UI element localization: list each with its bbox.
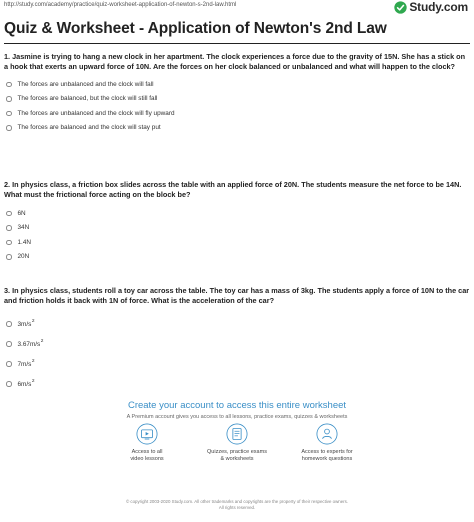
radio-button[interactable] (6, 125, 12, 131)
radio-button[interactable] (6, 111, 12, 117)
feature-label-line: homework questions (301, 455, 353, 462)
superscript: 2 (31, 319, 35, 324)
question-text: 3. In physics class, students roll a toy car across the table. The toy car has a mass of 3kg. The students apply a force of 10N to the car and friction holds it back with 1N of force. What is the acceleration of the car? (4, 286, 470, 305)
cta-heading[interactable]: Create your account to access this entire worksheet (127, 400, 347, 411)
answer-option[interactable] (4, 106, 470, 121)
feature-quizzes (192, 423, 282, 462)
radio-button[interactable] (6, 381, 12, 387)
feature-video-lessons (102, 423, 192, 462)
page-url[interactable]: http://study.com/academy/practice/quiz-worksheet-application-of-newton-s-2nd-law.html (4, 2, 237, 8)
option-label: The forces are balanced, but the clock will still fall (17, 95, 158, 103)
option-label: 6m/s (17, 380, 32, 388)
feature-label (102, 449, 192, 462)
option-label: The forces are balanced and the clock will stay put (17, 124, 161, 132)
copyright-footer (0, 499, 474, 510)
feature-label-line: Access to experts for (301, 449, 353, 455)
option-label: 6N (17, 209, 26, 217)
rights-line: All rights reserved. (218, 504, 256, 510)
study-logo[interactable] (394, 0, 468, 14)
answer-option[interactable] (4, 314, 470, 334)
premium-cta (0, 400, 474, 420)
option-label: 3m/s (17, 320, 32, 328)
feature-label-line: & worksheets (220, 455, 254, 462)
feature-experts (282, 423, 372, 462)
option-label: 3.67m/s (17, 340, 41, 348)
feature-label (192, 449, 282, 462)
feature-label-line: Access to all (131, 449, 163, 455)
answer-option[interactable] (4, 206, 470, 221)
answer-option[interactable] (4, 235, 470, 250)
answer-option[interactable] (4, 121, 470, 136)
radio-button[interactable] (6, 254, 12, 260)
answer-option[interactable] (4, 77, 470, 92)
radio-button[interactable] (6, 240, 12, 246)
radio-button[interactable] (6, 321, 12, 327)
quiz-icon (226, 423, 248, 445)
radio-button[interactable] (6, 225, 12, 231)
option-label: The forces are unbalanced and the clock will fly upward (17, 109, 175, 117)
option-label: 1.4N (17, 238, 31, 246)
answer-options (4, 77, 470, 135)
answer-options (4, 314, 470, 394)
superscript: 2 (31, 359, 35, 364)
radio-button[interactable] (6, 96, 12, 102)
radio-button[interactable] (6, 82, 12, 88)
video-icon (136, 423, 158, 445)
radio-button[interactable] (6, 341, 12, 347)
question-text: 1. Jasmine is trying to hang a new clock in her apartment. The clock experiences a force due to the gravity of 15N. She has a stick on a hook that exerts an upward force of 10N. Are the forces on her clock balanced or unbalanced and what will happen to the clock? (4, 52, 466, 71)
answer-option[interactable] (4, 374, 470, 394)
cta-subtext: A Premium account gives you access to all lessons, practice exams, quizzes & worksheets (126, 414, 348, 420)
option-label: 7m/s (17, 360, 32, 368)
radio-button[interactable] (6, 211, 12, 217)
answer-option[interactable] (4, 92, 470, 107)
superscript: 2 (31, 379, 35, 384)
copyright-line: © copyright 2003-2020 Study.com. All other trademarks and copyrights are the property of their respective owners. (125, 499, 349, 504)
answer-option[interactable] (4, 354, 470, 374)
study-logo-icon (394, 1, 407, 14)
page-title: Quiz & Worksheet - Application of Newton's 2nd Law (4, 20, 387, 37)
feature-label-line: Quizzes, practice exams (207, 449, 267, 455)
option-label: 20N (17, 253, 30, 261)
question-text: 2. In physics class, a friction box slides across the table with an applied force of 20N. The students measure the net force to be 14N. What must the frictional force acting on the block be? (4, 180, 462, 199)
question-1 (4, 52, 470, 135)
answer-options (4, 206, 470, 264)
title-divider (4, 43, 470, 44)
expert-icon (316, 423, 338, 445)
option-label: The forces are unbalanced and the clock will fall (17, 80, 154, 88)
radio-button[interactable] (6, 361, 12, 367)
question-3 (4, 286, 470, 394)
page-header (0, 0, 474, 14)
question-2 (4, 180, 470, 264)
answer-option[interactable] (4, 221, 470, 236)
answer-option[interactable] (4, 250, 470, 265)
logo-text: Study.com (409, 0, 468, 14)
superscript: 2 (40, 339, 44, 344)
feature-label-line: video lessons (130, 455, 164, 462)
option-label: 34N (17, 224, 30, 232)
feature-label (282, 449, 372, 462)
answer-option[interactable] (4, 334, 470, 354)
